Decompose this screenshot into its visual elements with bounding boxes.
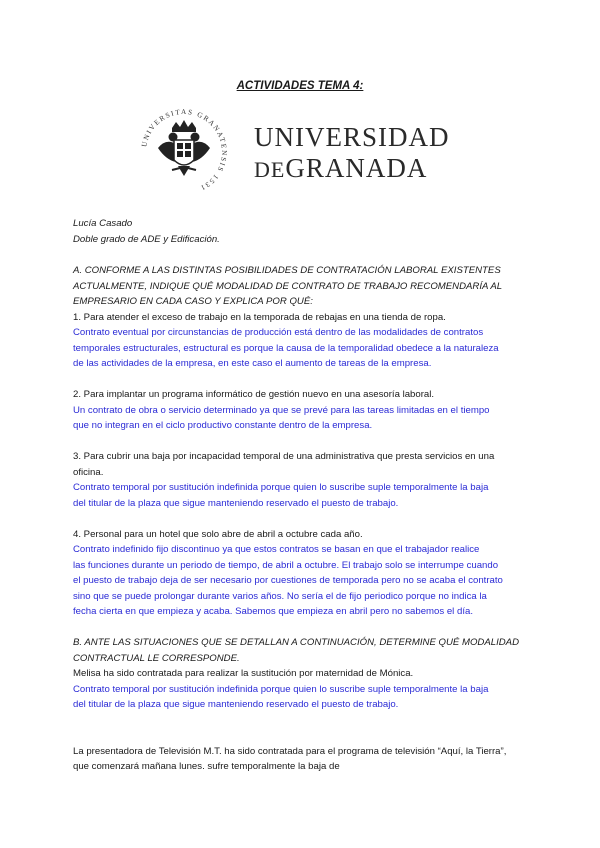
question-b1 xyxy=(73,666,533,713)
question-b2 xyxy=(73,744,533,775)
blank-line xyxy=(73,620,533,636)
blank-line xyxy=(73,372,533,388)
answer-text: sino que se puede prolongar durante varios años. No sería el de fijo periodico porque no indica la xyxy=(73,590,487,602)
question-text: oficina. xyxy=(73,466,104,478)
blank-line xyxy=(73,713,533,729)
logo-line-granada xyxy=(254,152,450,186)
question-text: La presentadora de Televisión M.T. ha sido contratada para el programa de televisión “Aquí, la Tierra”, xyxy=(73,745,507,757)
question-a2 xyxy=(73,387,533,434)
answer-text: Contrato temporal por sustitución indefinida porque quien lo suscribe suple temporalmente la baja xyxy=(73,482,489,493)
question-text: Melisa ha sido contratada para realizar la sustitución por maternidad de Mónica. xyxy=(73,668,414,679)
university-name xyxy=(254,122,450,186)
answer-text: las funciones durante un periodo de tiempo, de abril a octubre. El trabajo solo se interrumpe cuando xyxy=(73,559,499,571)
heading-line: A. CONFORME A LAS DISTINTAS POSIBILIDADES DE CONTRATACIÓN LABORAL EXISTENTES xyxy=(73,265,501,276)
blank-line xyxy=(73,728,533,744)
question-a3 xyxy=(73,449,533,511)
blank-line xyxy=(73,434,533,450)
answer-text: el puesto de trabajo deja de ser necesario por cuestiones de temporada pero no se acaba el contrato xyxy=(73,575,503,586)
answer-text: Un contrato de obra o servicio determinado ya que se prevé para las tareas limitadas en el tiempo xyxy=(73,404,490,416)
heading-line: ACTUALMENTE, INDIQUE QUÉ MODALIDAD DE CONTRATO DE TRABAJO RECOMENDARÍA AL xyxy=(73,280,503,292)
answer-text: que no integran en el ciclo productivo constante dentro de la empresa. xyxy=(73,420,373,431)
question-text: 3. Para cubrir una baja por incapacidad temporal de una administrativa que presta servicios en una xyxy=(73,451,495,462)
answer-text: Contrato indefinido fijo discontinuo ya que estos contratos se basan en que el trabajador realice xyxy=(73,544,480,555)
heading-line: CONTRACTUAL LE CORRESPONDE. xyxy=(73,652,240,664)
question-text: 1. Para atender el exceso de trabajo en la temporada de rebajas en una tienda de ropa. xyxy=(73,311,446,323)
heading-line: EMPRESARIO EN CADA CASO Y EXPLICA POR QUÉ: xyxy=(73,296,313,307)
section-a-heading xyxy=(73,263,533,310)
question-text: que comenzará mañana lunes. sufre temporalmente la baja de xyxy=(73,761,340,772)
answer-text: temporales estructurales, estructural es porque la causa de la temporalidad obedece a la naturaleza xyxy=(73,342,499,354)
logo-line-universidad: UNIVERSIDAD xyxy=(254,122,450,152)
author-block xyxy=(73,216,533,247)
question-a4 xyxy=(73,527,533,620)
seal-text: UNIVERSITAS GRANATENSIS 1531 xyxy=(140,107,229,193)
logo-de: DE xyxy=(254,157,286,182)
answer-text: fecha cierta en que empieza y acaba. Sabemos que empieza en abril pero no sabemos el día. xyxy=(73,606,473,617)
answer-text: Contrato temporal por sustitución indefinida porque quien lo suscribe suple temporalmente la baja xyxy=(73,683,489,695)
section-a xyxy=(73,263,533,775)
author-degree: Doble grado de ADE y Edificación. xyxy=(73,233,220,245)
logo-granada: GRANADA xyxy=(285,153,428,183)
answer-text: del titular de la plaza que sigue manteniendo reservado el puesto de trabajo. xyxy=(73,497,399,509)
blank-line xyxy=(73,511,533,527)
university-seal-icon xyxy=(136,104,232,200)
author-name: Lucía Casado xyxy=(73,218,133,229)
page-title: ACTIVIDADES TEMA 4: xyxy=(236,80,364,92)
question-text: 2. Para implantar un programa informático de gestión nuevo en una asesoría laboral. xyxy=(73,389,435,400)
answer-text: Contrato eventual por circunstancias de producción está dentro de las modalidades de contratos xyxy=(73,327,484,338)
heading-line: B. ANTE LAS SITUACIONES QUE SE DETALLAN A CONTINUACIÓN, DETERMINE QUÉ MODALIDAD xyxy=(73,637,520,648)
question-text: 4. Personal para un hotel que solo abre de abril a octubre cada año. xyxy=(73,528,363,540)
section-b-heading xyxy=(73,635,533,666)
answer-text: de las actividades de la empresa, en este caso el aumento de tareas de la empresa. xyxy=(73,358,432,369)
university-logo xyxy=(136,104,456,204)
question-a1 xyxy=(73,310,533,372)
answer-text: del titular de la plaza que sigue manteniendo reservado el puesto de trabajo. xyxy=(73,699,399,710)
